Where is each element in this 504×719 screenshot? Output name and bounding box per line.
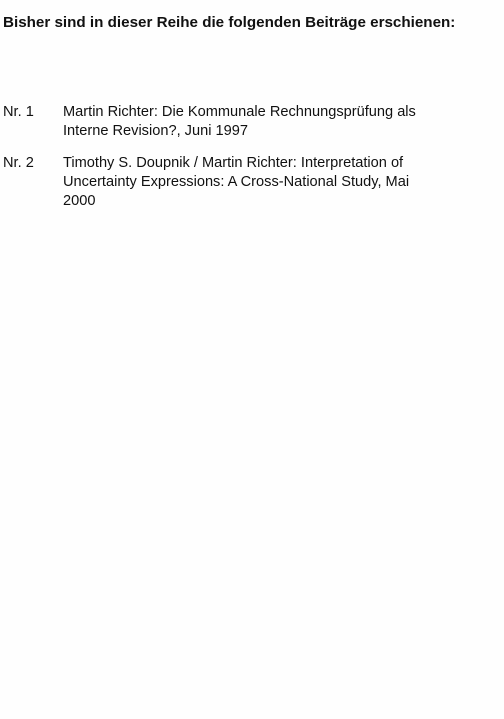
page-heading: Bisher sind in dieser Reihe die folgenden Beiträge erschienen:	[3, 14, 456, 31]
entry-number: Nr. 2	[3, 155, 34, 171]
entry-text: Martin Richter: Die Kommunale Rechnungsprüfung als Interne Revision?, Juni 1997	[63, 104, 416, 139]
entry-number: Nr. 1	[3, 104, 34, 120]
entry-text: Timothy S. Doupnik / Martin Richter: Interpretation of Uncertainty Expressions: A Cross-National Study, Mai 2000	[63, 155, 410, 209]
